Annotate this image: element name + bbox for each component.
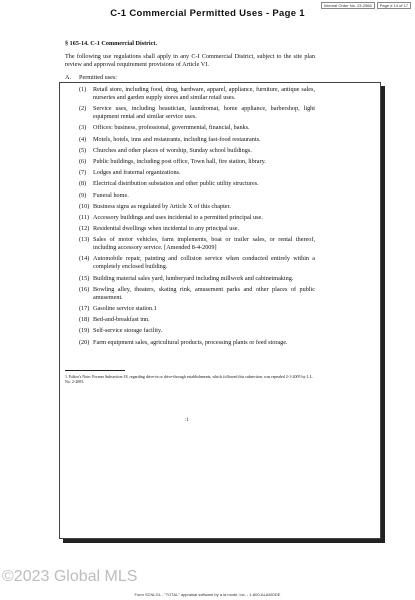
- list-item: [65, 255, 315, 271]
- item-number: (4): [79, 135, 87, 143]
- item-number: (1): [79, 86, 87, 93]
- item-number: (3): [79, 124, 87, 132]
- item-number: (20): [79, 338, 90, 346]
- subsection-text: Permitted uses:: [79, 74, 117, 81]
- item-number: (19): [79, 327, 90, 335]
- item-text: Gasoline service station.1: [93, 305, 157, 312]
- item-text: Funeral home.: [93, 191, 129, 199]
- item-text: Residential dwellings when incidental to any principal use.: [93, 225, 240, 233]
- item-number: (12): [79, 225, 90, 233]
- list-item: [65, 180, 315, 188]
- item-number: (10): [79, 202, 90, 210]
- list-item: [65, 214, 315, 222]
- item-number: (16): [79, 285, 90, 293]
- subsection-a: [65, 74, 315, 82]
- item-number: (8): [79, 180, 87, 188]
- list-item: [65, 169, 315, 177]
- item-text: Building material sales yard, lumberyard including millwork and cabinetmaking.: [93, 274, 294, 282]
- item-text: Retail store, including food, drug, hardware, apparel, appliance, furniture, antique sales, nurseries and garden supply stores and similar retail uses.: [93, 86, 315, 101]
- item-text: Bowling alley, theaters, skating rink, amusement parks and other places of public amusement.: [93, 285, 315, 301]
- permitted-uses-list: [65, 86, 315, 347]
- watermark: ©2023 Global MLS: [2, 568, 138, 585]
- section-heading: § 165-14. C-1 Commercial District.: [65, 40, 157, 47]
- item-text: Self-service storage facility.: [93, 327, 163, 335]
- item-text: Service uses, including beautician, laundromat, home appliance, barbershop, light equipment rental and similar service uses.: [93, 105, 315, 121]
- page-title: C-1 Commercial Permitted Uses - Page 1: [110, 8, 305, 19]
- list-item: [65, 86, 315, 102]
- list-item: [65, 147, 315, 155]
- item-number: (6): [79, 157, 87, 165]
- footnote-rule: [65, 370, 125, 371]
- list-item: [65, 327, 315, 335]
- list-item: [65, 236, 315, 252]
- intro-paragraph: The following use regulations shall apply in any C-I Commercial District, subject to the site plan review and approval requirement provisions of Article VI.: [65, 53, 315, 68]
- item-number: (7): [79, 169, 87, 177]
- item-text: Automobile repair, painting and collision service when conducted entirely within a completely enclosed building.: [93, 255, 315, 271]
- item-number: (9): [79, 191, 87, 199]
- item-text: Farm equipment sales, agricultural products, processing plants or feed storage.: [93, 338, 288, 346]
- item-text: Offices: business, professional, governmental, financial, banks.: [93, 124, 250, 132]
- list-item: [65, 286, 315, 302]
- item-number: (17): [79, 305, 90, 312]
- item-number: (15): [79, 274, 90, 282]
- item-text: Electrical distribution substation and other public utility structures.: [93, 180, 259, 188]
- item-text: Lodges and fraternal organizations.: [93, 169, 181, 177]
- list-item: [65, 305, 315, 313]
- list-item: [65, 124, 315, 132]
- list-item: [65, 192, 315, 200]
- item-number: (11): [79, 213, 90, 221]
- list-item: [65, 225, 315, 233]
- item-number: (5): [79, 146, 87, 154]
- item-text: Bed-and-breakfast inn.: [93, 316, 150, 324]
- page-indicator: Page # 14 of 17: [377, 2, 411, 9]
- item-text: Public buildings, including post office, Town hall, fire station, library.: [93, 157, 266, 165]
- item-number: (13): [79, 236, 90, 244]
- item-number: (18): [79, 316, 90, 324]
- item-number: (2): [79, 105, 87, 113]
- item-text: Motels, hotels, inns and restaurants, including fast-food restaurants.: [93, 135, 261, 143]
- list-item: [65, 316, 315, 324]
- list-item: [65, 203, 315, 211]
- item-text: Sales of motor vehicles, farm implements, boat or trailer sales, or rental thereof, including accessory service. [Amended 8-4-2009]: [93, 236, 315, 252]
- item-text: Churches and other places of worship, Sunday school buildings.: [93, 146, 252, 154]
- list-item: [65, 136, 315, 144]
- list-item: [65, 339, 315, 347]
- list-item: [65, 158, 315, 166]
- item-text: Business signs as regulated by Article X of this chapter.: [93, 202, 231, 210]
- form-footer: Form SCNLGL - "TOTAL" appraisal software by a la mode, inc. - 1-800-ALAMODE: [134, 592, 281, 597]
- document-content: [65, 40, 315, 350]
- page-number: :1: [185, 418, 189, 423]
- item-text: Accessory buildings and uses incidental to a permitted principal use.: [93, 213, 263, 221]
- footnote: 1. Editor's Note: Former Subsection 18, regarding drive-in or drive-through establishments, which followed this subsection, was repealed 2-1-2005 by L.L. No. 2-2005.: [65, 374, 314, 384]
- list-item: [65, 105, 315, 121]
- subsection-label: A.: [65, 74, 72, 81]
- list-item: [65, 275, 315, 283]
- item-number: (14): [79, 255, 90, 263]
- order-number: Internal Order No. 23-2566: [321, 2, 375, 9]
